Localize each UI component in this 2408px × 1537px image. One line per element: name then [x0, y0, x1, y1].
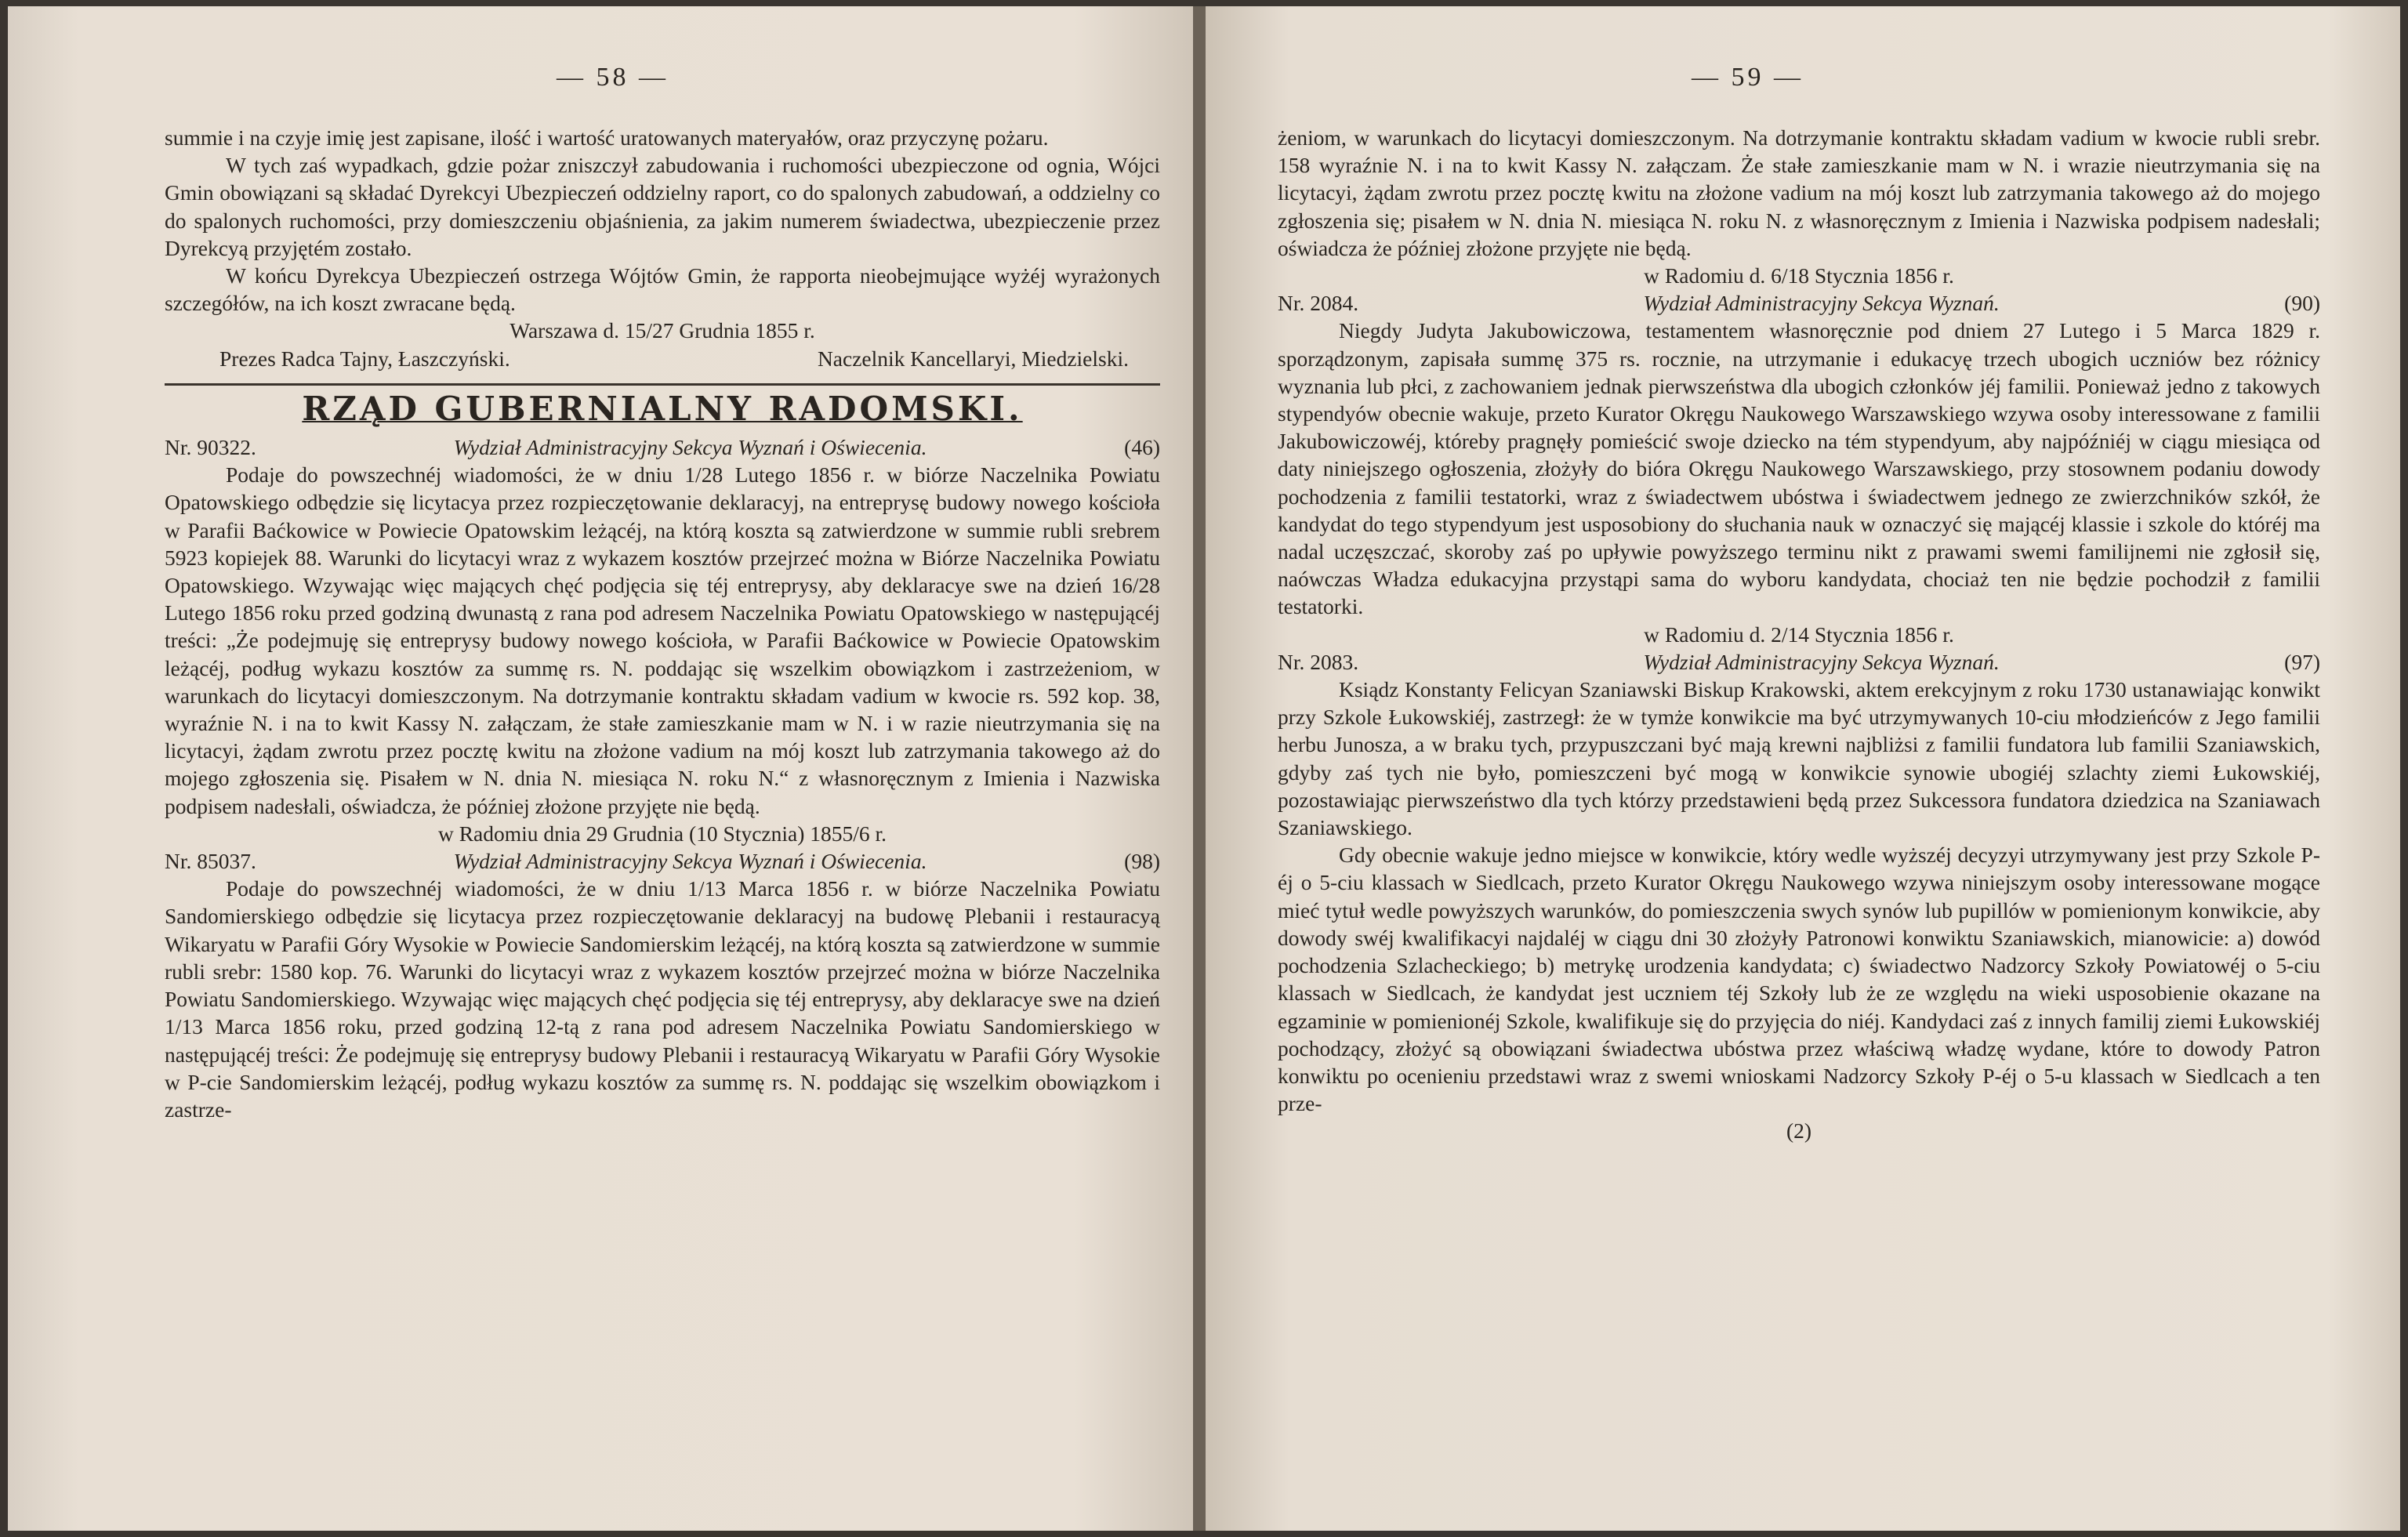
book-gutter	[1193, 6, 1206, 1531]
entry-body: Niegdy Judyta Jakubowiczowa, testamentem własnoręcznie pod dniem 27 Lutego i 5 Marca 1829 r. sporządzonym, zapisała summę 375 rs. rocznie, na utrzymanie i edukacyę trzech ubogich uczniów bez różnicy wyznania lub płci, z zachowaniem jednak pierwszeństwa dla ubogich członków jéj familii. Ponieważ jedno z takowych stypendyów obecnie wakuje, przeto Kurator Okręgu Naukowego Warszawskiego wzywa osoby interessowane z familii Jakubowiczowéj, któreby pragnęły pomieścić swoje dziecko na tém stypendyum, aby najpóźniéj w ciągu miesiąca od daty niniejszego ogłoszenia, złożyły do bióra Okręgu Naukowego Warszawskiego, przy stosownem podaniu dowody pochodzenia z familii testatorki, wraz z świadectwem ubóstwa i świadectwem jednego ze zwierzchników szkół, że kandydat do tego stypendyum jest usposobiony do słuchania nauk w oznaczyć się mającéj klassie i szkole do któréj ma nadal uczęszczać, skoroby zaś po upływie powyższego terminu nikt z prawami swemi familijnemi nie zgłosił się, naówczas Władza edukacyjna przystąpi sama do wyboru kandydata, chociaż ten nie będzie pochodził z familii testatorki.	[1278, 318, 2320, 619]
page-number: — 58 —	[557, 63, 669, 92]
entry-body: Ksiądz Konstanty Felicyan Szaniawski Biskup Krakowski, aktem erekcyjnym z roku 1730 ustanawiając konwikt przy Szkole Łukowskiéj, zastrzegł: że w tymże konwikcie ma być utrzymywanych 10-ciu młodzieńców z Jego familii herbu Junosza, a w braku tych, przypuszczani być mają krewni najbliżsi z familii fundatora lub familii Szaniawskich, gdyby zaś tych nie było, pomieszczeni być mogą w konwikcie synowie ubogiéj szlachty ziemi Łukowskiéj, pozostawiając pierwszeństwo dla tych którzy przedstawieni będą przez Sukcessora fundatora dziedzica na Szaniawach Szaniawskiego.	[1278, 677, 2320, 840]
paragraph: żeniom, w warunkach do licytacyi domieszczonym. Na dotrzymanie kontraktu składam vadium w kwocie rubli srebr. 158 wyraźnie N. i na to kwit Kassy N. załączam. Że stałe zamieszkanie mam w N. i wrazie nieutrzymania się na licytacyi, żądam zwrotu przez pocztę kwitu na złożone vadium na mój koszt lub zatrzymania takowego aż do mojego zgłoszenia się; pisałem w N. dnia N. miesiąca N. roku N. z własnoręcznym z Imienia i Nazwiska podpisem nadesłali; oświadcza że później złożone przyjęte nie będą.	[1278, 125, 2320, 260]
entry-index: (97)	[2284, 649, 2320, 674]
signature-mark: (2)	[1786, 1118, 1812, 1144]
signature-right: Naczelnik Kancellaryi, Miedzielski.	[817, 346, 1129, 371]
entry-department: Wydział Administracyjny Sekcya Wyznań i Oświecenia.	[453, 435, 927, 460]
signature-row	[165, 345, 1160, 372]
date-line: w Radomiu dnia 29 Grudnia (10 Stycznia) 1855/6 r.	[437, 821, 887, 846]
paragraph: W tych zaś wypadkach, gdzie pożar zniszczył zabudowania i ruchomości ubezpieczone od ognia, Wójci Gmin obowiązani są składać Dyrekcyi Ubezpieczeń oddzielny raport, co do spalonych zabudowań, a oddzielny co do spalonych ruchomości, przy domieszczeniu objaśnienia, za jakim numerem świadectwa, ubezpieczenie przez Dyrekcyą przyjętém zostało.	[165, 153, 1160, 260]
right-page	[1206, 6, 2400, 1531]
paragraph: W końcu Dyrekcya Ubezpieczeń ostrzega Wójtów Gmin, że rapporta nieobejmujące wyżéj wyrażonych szczegółów, na ich koszt zwracane będą.	[165, 263, 1160, 316]
entry-body: Gdy obecnie wakuje jedno miejsce w konwikcie, który wedle wyższéj decyzyi utrzymywany jest przy Szkole P-éj o 5-ciu klassach w Siedlcach, przeto Kurator Okręgu Naukowego wzywa niniejszym osoby interessowane mogące mieć tytuł wedle powyższych warunków, do pomieszczenia swych synów lub pupillów w pomienionym konwikcie, aby dowody swéj kwalifikacyi najdaléj w ciągu dni 30 złożyły Patronowi konwiktu Szaniawskich, mianowicie: a) dowód pochodzenia Szlacheckiego; b) metrykę urodzenia kandydata; c) świadectwo Nadzorcy Szkoły Powiatowéj o 5-ciu klassach w Siedlcach, że kandydat jest uczniem téj Szkoły lub że ze względu na wieki usposobienie okazane na egzaminie w pomienionéj Szkole, kwalifikuje się do przyjęcia do niéj. Kandydaci zaś z innych familij ziemi Łukowskiéj pochodzący, złożyć są obowiązani świadectwa ubóstwa przez właściwą władzę wydane, które to dowody Patron konwiktu po ocenieniu przedstawi wraz z swemi wnioskami Nadzorcy Szkoły P-éj o 5-u klassach w Siedlcach a ten prze-	[1278, 843, 2320, 1116]
right-column	[1278, 124, 2320, 1145]
entry-header	[1278, 289, 2320, 317]
entry-number: Nr. 2084.	[1278, 291, 1359, 316]
entry-department: Wydział Administracyjny Sekcya Wyznań i Oświecenia.	[453, 849, 927, 874]
entry-header	[165, 847, 1160, 875]
entry-number: Nr. 2083.	[1278, 649, 1359, 674]
paragraph: summie i na czyje imię jest zapisane, ilość i wartość uratowanych materyałów, oraz przyczynę pożaru.	[165, 125, 1049, 150]
date-line: Warszawa d. 15/27 Grudnia 1855 r.	[510, 318, 815, 343]
entry-body: Podaje do powszechnéj wiadomości, że w dniu 1/28 Lutego 1856 r. w biórze Naczelnika Powiatu Opatowskiego odbędzie się licytacya przez rozpieczętowanie deklaracyj, na entreprysę budowy nowego kościoła w Parafii Baćkowice w Powiecie Opatowskim leżącéj, na którą koszta są zatwierdzone w summie rubli srebrem 5923 kopiejek 88. Warunki do licytacyi wraz z wykazem kosztów przejrzeć można w Biórze Naczelnika Powiatu Opatowskiego. Wzywając więc mających chęć podjęcia się téj entreprysy, aby deklaracye swe na dzień 16/28 Lutego 1856 roku przed godziną dwunastą z rana pod adresem Naczelnika Powiatu Opatowskiego w następującéj treści: „Że podejmuję się entreprysy budowy nowego kościoła, w Parafii Baćkowice w Powiecie Opatowskim leżącéj, podług wykazu kosztów za summę rs. N. poddając się wszelkim obowiązkom i zastrzeżeniom, w warunkach do licytacyi domieszczonym. Na dotrzymanie kontraktu składam vadium w kwocie rs. 592 kop. 38, wyraźnie N. i na to kwit Kassy N. załączam, że stałe zamieszkanie mam w N. i w razie nieutrzymania się na licytacyi, żądam zwrotu przez pocztę kwitu na złożone vadium na mój koszt lub zatrzymania takowego aż do mojego zgłoszenia się. Pisałem w N. dnia N. miesiąca N. roku N.“ z własnoręcznym z Imienia i Nazwiska podpisem nadesłali, oświadcza, że później złożone przyjęte nie będą.	[165, 462, 1160, 818]
entry-index: (90)	[2284, 291, 2320, 316]
date-line: w Radomiu d. 6/18 Stycznia 1856 r.	[1644, 263, 1954, 288]
entry-header	[165, 433, 1160, 461]
entry-number: Nr. 90322.	[165, 435, 256, 460]
left-column	[165, 124, 1160, 1123]
signature-left: Prezes Radca Tajny, Łaszczyński.	[219, 346, 510, 371]
entry-department: Wydział Administracyjny Sekcya Wyznań.	[1643, 649, 2000, 674]
book-spread	[8, 6, 2400, 1531]
page-number: — 59 —	[1692, 63, 1804, 92]
entry-body: Podaje do powszechnéj wiadomości, że w dniu 1/13 Marca 1856 r. w biórze Naczelnika Powiatu Sandomierskiego odbędzie się licytacya przez rozpieczętowanie deklaracyj na budowę Plebanii i restauracyą Wikaryatu w Parafii Góry Wysokie w Powiecie Sandomierskim leżącéj, na którą koszta są zatwierdzone w summie rubli srebr: 1580 kop. 76. Warunki do licytacyi wraz z wykazem kosztów przejrzeć można w biórze Naczelnika Powiatu Sandomierskiego. Wzywając więc mających chęć podjęcia się téj entreprysy, aby deklaracye swe na dzień 1/13 Marca 1856 roku, przed godziną 12-tą z rana pod adresem Naczelnika Powiatu Sandomierskiego w następującéj treści: Że podejmuję się entreprysy budowy Plebanii i restauracyą Wikaryatu w Parafii Góry Wysokie w P-cie Sandomierskim leżącéj, podług wykazu kosztów za summę rs. N. poddając się wszelkim obowiązkom i zastrze-	[165, 876, 1160, 1122]
section-heading: RZĄD GUBERNIALNY RADOMSKI.	[302, 389, 1023, 428]
entry-index: (98)	[1124, 849, 1160, 874]
entry-department: Wydział Administracyjny Sekcya Wyznań.	[1643, 291, 2000, 316]
entry-number: Nr. 85037.	[165, 849, 256, 874]
left-page	[8, 6, 1193, 1531]
entry-index: (46)	[1124, 435, 1160, 460]
date-line: w Radomiu d. 2/14 Stycznia 1856 r.	[1644, 622, 1954, 647]
section-divider	[165, 383, 1160, 386]
entry-header	[1278, 648, 2320, 676]
